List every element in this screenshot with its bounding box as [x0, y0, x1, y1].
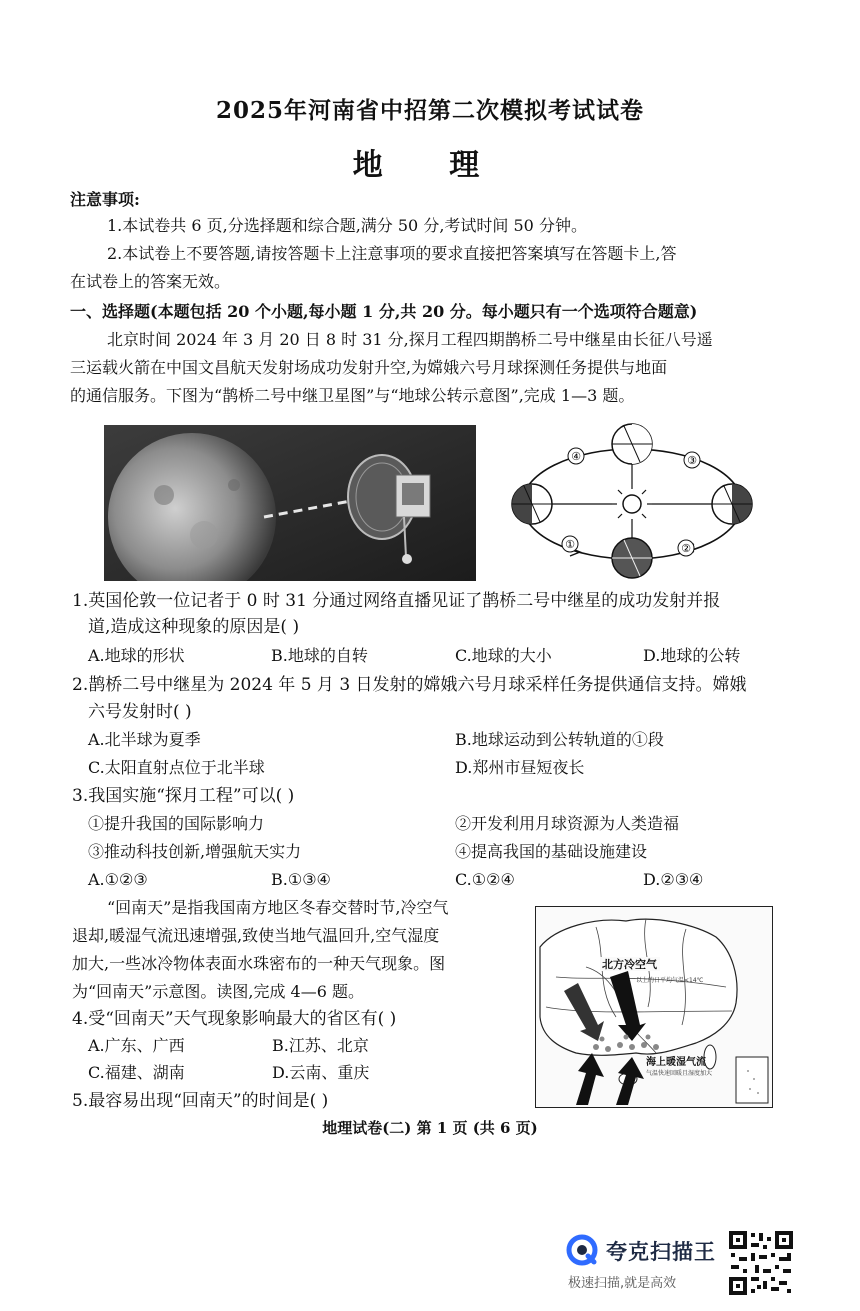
notice-item-1: 1.本试卷共 6 页,分选择题和综合题,满分 50 分,考试时间 50 分钟。	[107, 216, 587, 235]
section-heading: 一、选择题(本题包括 20 个小题,每小题 1 分,共 20 分。每小题只有一个选项符合题意)	[70, 302, 698, 321]
q1-option-b: B.地球的自转	[271, 646, 368, 665]
scanner-logo-icon	[566, 1234, 598, 1266]
relay-satellite-illustration	[104, 425, 476, 581]
q3-statement-2: ②开发利用月球资源为人类造福	[455, 814, 680, 833]
q1-option-d: D.地球的公转	[643, 646, 741, 665]
earth-orbit-svg	[500, 422, 770, 586]
label-cold-air: 北方冷空气	[602, 958, 657, 971]
q3-statement-4: ④提高我国的基础设施建设	[455, 842, 648, 861]
q2-option-b: B.地球运动到公转轨道的①段	[455, 730, 664, 749]
passage2-line2: 退却,暖湿气流迅速增强,致使当地气温回升,空气湿度	[72, 926, 440, 945]
scanner-slogan: 极速扫描,就是高效	[568, 1276, 677, 1291]
q1-stem-2: 道,造成这种现象的原因是( )	[88, 617, 300, 637]
q3-option-c: C.①②④	[455, 870, 515, 889]
label-cold-air-note: 以上的日平均气温<14℃	[636, 977, 704, 984]
orbit-marker-1: ①	[565, 538, 575, 551]
passage2-line4: 为“回南天”示意图。读图,完成 4—6 题。	[72, 982, 364, 1001]
notice-item-2a: 2.本试卷上不要答题,请按答题卡上注意事项的要求直接把答案填写在答题卡上,答	[107, 244, 677, 263]
notice-heading: 注意事项:	[70, 190, 140, 209]
earth-revolution-diagram	[500, 422, 770, 586]
q3-statement-1: ①提升我国的国际影响力	[88, 814, 265, 833]
q1-stem-1: 1.英国伦敦一位记者于 0 时 31 分通过网络直播见证了鹊桥二号中继星的成功发射并报	[72, 591, 721, 611]
passage1-line2: 三运载火箭在中国文昌航天发射场成功发射升空,为嫦娥六号月球探测任务提供与地面	[70, 358, 668, 377]
q2-stem-1: 2.鹊桥二号中继星为 2024 年 5 月 3 日发射的嫦娥六号月球采样任务提供通信支持。嫦娥	[72, 675, 747, 695]
q3-stem: 3.我国实施“探月工程”可以( )	[72, 786, 295, 806]
scanner-watermark	[566, 1232, 716, 1292]
q2-option-d: D.郑州市昼短夜长	[455, 758, 585, 777]
q1-option-a: A.地球的形状	[88, 646, 185, 665]
q5-stem: 5.最容易出现“回南天”的时间是( )	[72, 1091, 329, 1111]
exam-title: 2025年河南省中招第二次模拟考试试卷	[215, 97, 644, 124]
q2-stem-2: 六号发射时( )	[88, 702, 192, 722]
huinantian-map-svg	[536, 907, 772, 1107]
subject-title: 地 理	[352, 148, 508, 183]
label-warm-air-note: 气温快速回暖且湿度加大	[646, 1070, 713, 1077]
huinantian-map	[535, 906, 773, 1108]
scanner-brand-name: 夸克扫描王	[606, 1240, 716, 1264]
page-footer: 地理试卷(二) 第 1 页 (共 6 页)	[322, 1119, 538, 1137]
orbit-marker-4: ④	[571, 450, 581, 463]
q3-option-d: D.②③④	[643, 870, 704, 889]
q4-stem: 4.受“回南天”天气现象影响最大的省区有( )	[72, 1009, 397, 1029]
label-warm-air: 海上暖湿气流	[646, 1057, 706, 1068]
notice-item-2b: 在试卷上的答案无效。	[70, 272, 231, 291]
orbit-marker-2: ②	[681, 542, 691, 555]
q4-option-d: D.云南、重庆	[272, 1063, 370, 1082]
q2-option-c: C.太阳直射点位于北半球	[88, 758, 265, 777]
q3-statement-3: ③推动科技创新,增强航天实力	[88, 842, 302, 861]
q2-option-a: A.北半球为夏季	[88, 730, 201, 749]
q4-option-c: C.福建、湖南	[88, 1063, 185, 1082]
relay-satellite-photo	[104, 425, 476, 581]
q4-option-a: A.广东、广西	[88, 1036, 185, 1055]
q4-option-b: B.江苏、北京	[272, 1036, 369, 1055]
orbit-marker-3: ③	[687, 454, 697, 467]
passage1-line3: 的通信服务。下图为“鹊桥二号中继卫星图”与“地球公转示意图”,完成 1—3 题。	[70, 386, 635, 405]
q1-option-c: C.地球的大小	[455, 646, 552, 665]
q3-option-a: A.①②③	[88, 870, 148, 889]
qr-code-icon	[727, 1229, 795, 1297]
passage2-line3: 加大,一些冰冷物体表面水珠密布的一种天气现象。图	[72, 954, 446, 973]
passage1-line1: 北京时间 2024 年 3 月 20 日 8 时 31 分,探月工程四期鹊桥二号中继星由长征八号遥	[107, 330, 713, 349]
passage2-line1: “回南天”是指我国南方地区冬春交替时节,冷空气	[107, 898, 449, 917]
q3-option-b: B.①③④	[271, 870, 331, 889]
